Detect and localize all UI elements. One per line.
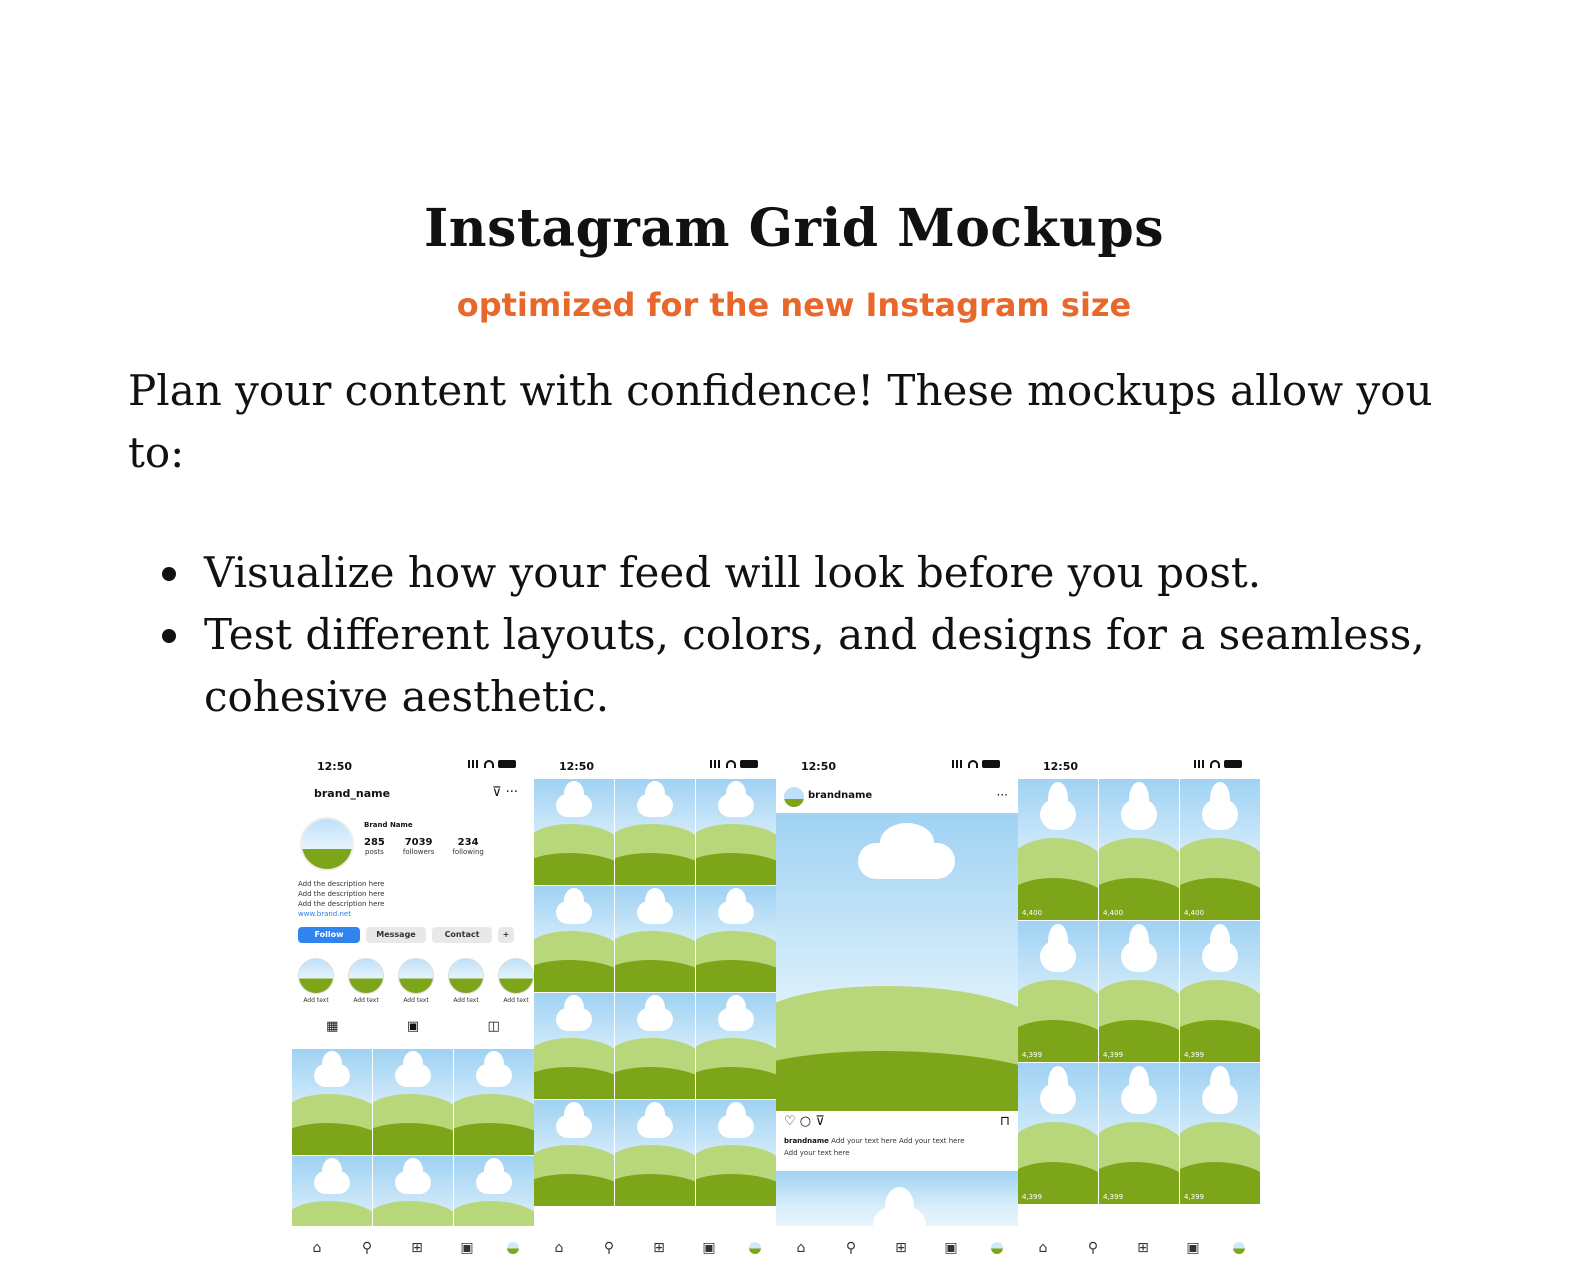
bio-line: Add the description here <box>298 900 385 908</box>
highlight-label: Add text <box>453 997 479 1004</box>
add-post-icon: ⊞ <box>653 1240 665 1256</box>
wifi-icon <box>484 760 494 768</box>
stat-number: 234 <box>457 837 479 848</box>
battery-icon <box>498 760 516 768</box>
view-count: 4,399 <box>1184 1051 1205 1059</box>
reel-tile <box>1180 779 1260 920</box>
bottom-nav <box>1018 1226 1260 1270</box>
bookmark-icon: ⊓ <box>999 1114 1010 1129</box>
reel-tile <box>1180 1063 1260 1204</box>
grid-post <box>373 1049 453 1155</box>
page-title: Instagram Grid Mockups <box>423 198 1165 259</box>
feature-list <box>128 542 1448 728</box>
grid-icon: ▦ <box>326 1019 339 1034</box>
status-time: 12:50 <box>559 760 595 773</box>
reel-tile <box>1018 779 1098 920</box>
reels-icon: ▣ <box>944 1240 958 1256</box>
reels-icon: ▣ <box>1186 1240 1200 1256</box>
search-icon: ⚲ <box>361 1240 373 1256</box>
highlight-label: Add text <box>303 997 329 1004</box>
status-bar <box>534 753 776 779</box>
phone-post-mockup <box>776 753 1018 1270</box>
stat-label: followers <box>402 848 435 856</box>
view-count: 4,400 <box>1022 909 1043 917</box>
follow-button: Follow <box>298 927 360 943</box>
grid-post <box>454 1049 534 1155</box>
view-count: 4,400 <box>1184 909 1205 917</box>
page-subtitle: optimized for the new Instagram size <box>456 286 1132 324</box>
home-icon: ⌂ <box>796 1240 806 1256</box>
list-item-text: Visualize how your feed will look before you post. <box>204 548 1262 597</box>
caption-text-line2: Add your text here <box>784 1149 850 1157</box>
post-username: brandname <box>808 790 873 801</box>
bottom-nav <box>776 1226 1018 1270</box>
status-time: 12:50 <box>1043 760 1079 773</box>
battery-icon <box>740 760 758 768</box>
highlight-label: Add text <box>503 997 529 1004</box>
add-post-icon: ⊞ <box>895 1240 907 1256</box>
message-button: Message <box>366 927 426 943</box>
bullet-icon <box>162 629 176 643</box>
profile-bio <box>298 879 384 919</box>
story-highlights <box>298 958 534 1004</box>
tagged-icon: ◫ <box>487 1019 500 1034</box>
reel-tile <box>1099 1063 1179 1204</box>
bottom-nav <box>292 1226 534 1270</box>
list-item <box>128 542 1448 604</box>
list-item <box>128 604 1448 728</box>
add-post-icon: ⊞ <box>411 1240 423 1256</box>
grid-post <box>615 1100 695 1206</box>
reels-icon: ▣ <box>460 1240 474 1256</box>
next-post-image <box>776 1171 1018 1231</box>
bio-line: Add the description here <box>298 890 385 898</box>
post-caption <box>784 1135 1010 1159</box>
heart-icon: ♡ <box>784 1114 796 1129</box>
view-count: 4,399 <box>1184 1193 1205 1201</box>
wifi-icon <box>726 760 736 768</box>
grid-post <box>615 993 695 1099</box>
share-icon: ⊽ <box>815 1114 825 1129</box>
profile-stats <box>364 837 484 856</box>
view-count: 4,399 <box>1103 1193 1124 1201</box>
reels-icon: ▣ <box>406 1019 420 1034</box>
bullet-icon <box>162 567 176 581</box>
caption-text: Add your text here Add your text here <box>831 1137 965 1145</box>
wifi-icon <box>968 760 978 768</box>
grid-post <box>534 886 614 992</box>
post-actions <box>784 1114 1010 1129</box>
stat-label: posts <box>365 848 384 856</box>
view-count: 4,399 <box>1103 1051 1124 1059</box>
profile-icon <box>749 1242 761 1254</box>
status-bar <box>292 753 534 779</box>
share-icon: ⊽ <box>491 785 502 800</box>
stat-number: 285 <box>364 837 385 848</box>
status-bar <box>776 753 1018 779</box>
highlight-circle <box>348 958 384 994</box>
profile-icon <box>1233 1242 1245 1254</box>
reel-tile <box>1099 779 1179 920</box>
reel-tile <box>1180 921 1260 1062</box>
grid-post <box>615 779 695 885</box>
bottom-nav <box>534 1226 776 1270</box>
post-header <box>776 783 1018 811</box>
add-post-icon: ⊞ <box>1137 1240 1149 1256</box>
stat-number: 7039 <box>404 837 433 848</box>
signal-icon <box>1194 760 1206 768</box>
home-icon: ⌂ <box>1038 1240 1048 1256</box>
highlight-circle <box>298 958 334 994</box>
profile-full-name: Brand Name <box>364 821 413 829</box>
signal-icon <box>952 760 964 768</box>
reels-icon: ▣ <box>702 1240 716 1256</box>
view-count: 4,399 <box>1022 1193 1043 1201</box>
grid-post <box>696 886 776 992</box>
grid-post <box>696 1100 776 1206</box>
highlight-circle <box>398 958 434 994</box>
status-time: 12:50 <box>317 760 353 773</box>
reel-tile <box>1018 921 1098 1062</box>
comment-icon: ○ <box>799 1114 812 1129</box>
search-icon: ⚲ <box>845 1240 857 1256</box>
caption-username: brandname <box>784 1137 829 1145</box>
signal-icon <box>710 760 722 768</box>
highlight-circle <box>448 958 484 994</box>
profile-username: brand_name <box>314 787 391 800</box>
grid-post <box>696 993 776 1099</box>
mockups-image <box>292 753 1260 1270</box>
phone-reels-mockup <box>1018 753 1260 1270</box>
grid-post <box>292 1049 372 1155</box>
home-icon: ⌂ <box>554 1240 564 1256</box>
phone-grid-mockup <box>534 753 776 1270</box>
profile-link: www.brand.net <box>298 910 351 918</box>
highlight-label: Add text <box>353 997 379 1004</box>
intro-paragraph: Plan your content with confidence! These mockups allow you to: <box>128 366 1433 477</box>
battery-icon <box>1224 760 1242 768</box>
status-time: 12:50 <box>801 760 837 773</box>
grid-post <box>534 1100 614 1206</box>
grid-post <box>534 779 614 885</box>
wifi-icon <box>1210 760 1220 768</box>
list-item-text: Test different layouts, colors, and designs for a seamless, cohesive aesthetic. <box>204 610 1425 721</box>
avatar <box>300 817 354 871</box>
add-person-button: + <box>498 927 514 943</box>
contact-button: Contact <box>432 927 492 943</box>
search-icon: ⚲ <box>1087 1240 1099 1256</box>
highlight-label: Add text <box>403 997 429 1004</box>
profile-icon <box>507 1242 519 1254</box>
search-icon: ⚲ <box>603 1240 615 1256</box>
status-bar <box>1018 753 1260 779</box>
home-icon: ⌂ <box>312 1240 322 1256</box>
view-count: 4,400 <box>1103 909 1124 917</box>
signal-icon <box>468 760 480 768</box>
reel-tile <box>1099 921 1179 1062</box>
reel-tile <box>1018 1063 1098 1204</box>
more-icon: ··· <box>996 788 1008 802</box>
highlight-circle <box>498 958 534 994</box>
bio-line: Add the description here <box>298 880 385 888</box>
phone-profile-mockup <box>292 753 534 1270</box>
grid-post <box>615 886 695 992</box>
more-icon: ··· <box>505 785 518 800</box>
avatar <box>784 787 804 807</box>
stat-label: following <box>452 848 484 856</box>
grid-post <box>534 993 614 1099</box>
grid-post <box>696 779 776 885</box>
view-count: 4,399 <box>1022 1051 1043 1059</box>
battery-icon <box>982 760 1000 768</box>
profile-icon <box>991 1242 1003 1254</box>
post-image <box>776 813 1018 1111</box>
